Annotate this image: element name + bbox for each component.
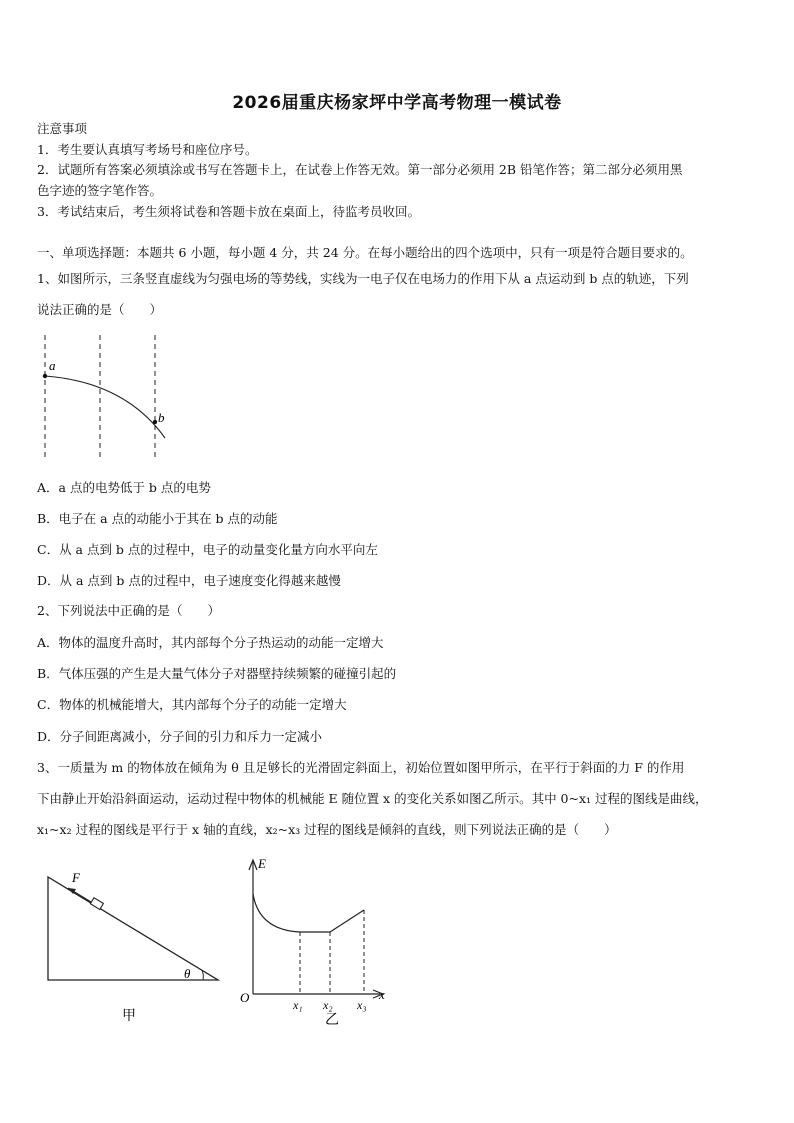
label-angle: θ — [184, 966, 191, 981]
block — [90, 898, 103, 910]
label-x3: x₃ — [357, 998, 367, 1012]
label-a: a — [49, 358, 56, 373]
line-x2-x3 — [330, 910, 364, 932]
page-title: 2026届重庆杨家坪中学高考物理一模试卷 — [232, 93, 562, 113]
question-3-stem: 3、一质量为 m 的物体放在倾角为 θ 且足够长的光滑固定斜面上，初始位置如图甲所示，在平行于斜面的力 F 的作用 — [37, 760, 685, 775]
notice-heading: 注意事项 — [37, 121, 88, 136]
point-a — [43, 374, 47, 378]
point-b — [153, 420, 157, 424]
label-b: b — [158, 410, 165, 425]
question-1-figure — [30, 330, 190, 465]
question-3-stem: 下由静止开始沿斜面运动，运动过程中物体的机械能 E 随位置 x 的变化关系如图乙所示。其中 0~x₁ 过程的图线是曲线， — [37, 791, 708, 806]
figure-jia — [38, 862, 228, 1027]
notice-item: 2．试题所有答案必须填涂或书写在答题卡上，在试卷上作答无效。第一部分必须用 2B 铅笔作答；第二部分必须用黑 — [37, 162, 683, 177]
caption-yi: 乙 — [325, 1013, 339, 1027]
figure-yi — [235, 852, 400, 1027]
question-3-stem: x₁~x₂ 过程的图线是平行于 x 轴的直线，x₂~x₃ 过程的图线是倾斜的直线，则下列说法正确的是（ ） — [37, 822, 617, 837]
option-b: B．气体压强的产生是大量气体分子对器壁持续频繁的碰撞引起的 — [37, 666, 397, 681]
label-x1: x₁ — [293, 998, 303, 1012]
caption-jia: 甲 — [122, 1009, 136, 1024]
label-x2: x₂ — [323, 998, 333, 1012]
label-origin: O — [240, 990, 250, 1005]
option-c: C．物体的机械能增大，其内部每个分子的动能一定增大 — [37, 697, 347, 712]
option-d: D．分子间距离减小，分子间的引力和斥力一定减小 — [37, 729, 323, 744]
notice-item: 1．考生要认真填写考场号和座位序号。 — [37, 142, 258, 157]
option-c: C．从 a 点到 b 点的过程中，电子的动量变化量方向水平向左 — [37, 542, 378, 557]
option-a: A．物体的温度升高时，其内部每个分子热运动的动能一定增大 — [37, 635, 384, 650]
curve-0-x1 — [253, 894, 300, 932]
section-heading: 一、单项选择题：本题共 6 小题，每小题 4 分，共 24 分。在每小题给出的四个选项中，只有一项是符合题目要求的。 — [37, 245, 693, 260]
option-d: D．从 a 点到 b 点的过程中，电子速度变化得越来越慢 — [37, 573, 341, 588]
question-1-stem: 1、如图所示，三条竖直虚线为匀强电场的等势线，实线为一电子仅在电场力的作用下从 a 点运动到 b 点的轨迹，下列 — [37, 271, 689, 286]
electron-trajectory — [45, 376, 165, 438]
option-a: A．a 点的电势低于 b 点的电势 — [37, 480, 211, 495]
notice-item: 色字迹的签字笔作答。 — [37, 183, 163, 198]
notice-item: 3．考试结束后，考生须将试卷和答题卡放在桌面上，待监考员收回。 — [37, 204, 420, 219]
label-e: E — [258, 856, 266, 871]
label-x: x — [379, 987, 385, 1002]
question-2-stem: 2、下列说法中正确的是（ ） — [37, 603, 220, 618]
option-b: B．电子在 a 点的动能小于其在 b 点的动能 — [37, 511, 278, 526]
question-1-stem: 说法正确的是（ ） — [37, 302, 163, 317]
label-force: F — [72, 870, 80, 885]
